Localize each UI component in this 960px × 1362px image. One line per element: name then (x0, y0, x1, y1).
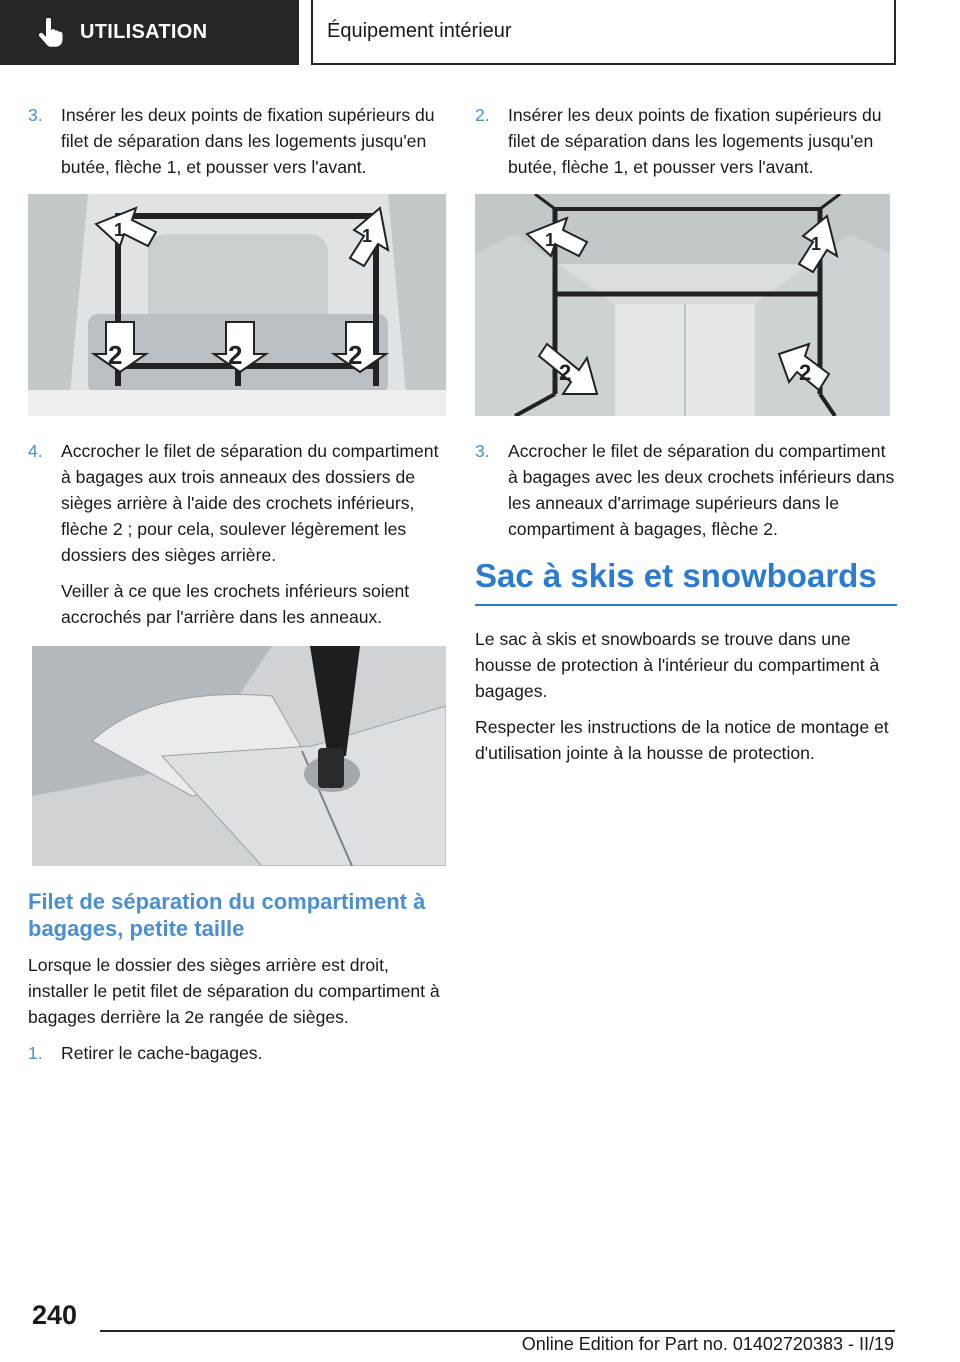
step-item (475, 438, 897, 542)
step-text: Accrocher le filet de séparation du compartiment à bagages avec les deux crochets inférieurs dans les anneaux d'arrimage supérieurs dans le compartiment à bagages, flèche 2. (508, 441, 895, 539)
section-heading: Sac à skis et snowboards (475, 557, 877, 594)
figure-label: 2 (108, 340, 123, 370)
figure-hook-in-ring (32, 646, 446, 866)
figure-label: 2 (228, 340, 243, 370)
step-item (475, 102, 897, 180)
footer-rule (100, 1330, 895, 1332)
page-number: 240 (32, 1300, 78, 1330)
step-number: 4. (28, 441, 43, 461)
step-item (28, 1040, 446, 1066)
step-item (28, 438, 446, 568)
heading-rule (475, 604, 897, 606)
left-column (28, 102, 446, 1080)
step-number: 3. (28, 105, 43, 125)
section-title: UTILISATION (80, 21, 208, 43)
step-text: Retirer le cache-bagages. (61, 1043, 263, 1063)
figure-label: 1 (811, 234, 822, 254)
footer-edition: Online Edition for Part no. 01402720383 - II/19 (521, 1334, 894, 1354)
header-chapter (311, 0, 896, 65)
chapter-title: Équipement intérieur (327, 20, 512, 42)
step-text: Insérer les deux points de fixation supérieurs du filet de séparation dans les logements jusqu'en butée, flèche 1, et pousser vers l'avant. (508, 105, 882, 177)
step-text: Accrocher le filet de séparation du compartiment à bagages aux trois anneaux des dossiers de sièges arrière à l'aide des crochets inférieurs, flèche 2 ; pour cela, soulever légèrement les dossiers des sièges arrière. (61, 441, 439, 565)
step-note: Veiller à ce que les crochets inférieurs soient accrochés par l'arrière dans les anneaux. (61, 581, 410, 627)
step-item (28, 102, 446, 180)
paragraph: Respecter les instructions de la notice de montage et d'utilisation jointe à la housse de protection. (475, 717, 889, 763)
figure-net-upper-mounts (28, 194, 446, 416)
figure-label: 2 (559, 360, 572, 385)
paragraph: Lorsque le dossier des sièges arrière est droit, installer le petit filet de séparation du compartiment à bagages derrière la 2e rangée de sièges. (28, 955, 440, 1027)
step-number: 2. (475, 105, 490, 125)
step-number: 1. (28, 1043, 43, 1063)
figure-label: 2 (799, 360, 812, 385)
paragraph: Le sac à skis et snowboards se trouve dans une housse de protection à l'intérieur du compartiment à bagages. (475, 629, 880, 701)
figure-label: 1 (362, 226, 373, 246)
figure-label: 2 (348, 340, 363, 370)
figure-label: 1 (114, 220, 125, 240)
right-column (475, 102, 897, 776)
hand-pointer-icon (38, 18, 64, 48)
figure-small-net-mounts (475, 194, 890, 416)
subheading: Filet de séparation du compartiment à bagages, petite taille (28, 889, 426, 941)
step-text: Insérer les deux points de fixation supérieurs du filet de séparation dans les logements jusqu'en butée, flèche 1, et pousser vers l'avant. (61, 105, 435, 177)
step-number: 3. (475, 441, 490, 461)
header-section-tab (0, 0, 299, 65)
figure-label: 1 (545, 230, 556, 250)
